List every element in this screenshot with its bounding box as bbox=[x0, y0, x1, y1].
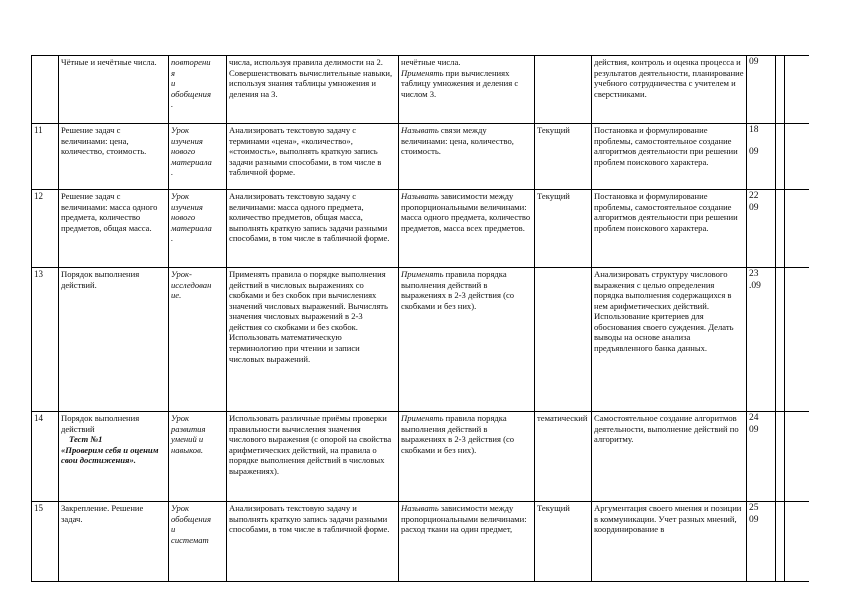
empty-cell bbox=[776, 502, 785, 582]
date-line: 09 bbox=[749, 146, 759, 157]
empty-cell bbox=[776, 268, 785, 412]
date-line: .09 bbox=[749, 280, 761, 291]
date-line: 23 bbox=[749, 269, 759, 279]
date-line: 09 bbox=[749, 57, 759, 67]
empty-cell bbox=[785, 124, 810, 190]
test-title: Тест №1 bbox=[69, 434, 103, 445]
date-line: 09 bbox=[749, 424, 759, 435]
lesson-date bbox=[747, 412, 776, 502]
subject-results-verb: Применять bbox=[401, 413, 444, 423]
lesson-date bbox=[747, 56, 776, 124]
lesson-number bbox=[32, 56, 59, 124]
subject-results-verb: Применять bbox=[401, 67, 444, 78]
lesson-type bbox=[169, 124, 227, 190]
lesson-type-line: Урок bbox=[171, 191, 190, 201]
table-row bbox=[32, 190, 810, 268]
lesson-number: 12 bbox=[32, 190, 59, 268]
empty-cell bbox=[785, 190, 810, 268]
lesson-topic: Закрепление. Решение задач. bbox=[59, 502, 169, 582]
empty-cell bbox=[785, 412, 810, 502]
lesson-type-line: . bbox=[171, 167, 174, 178]
subject-results bbox=[399, 124, 535, 190]
test-subtitle: «Проверим себя и оценим свои достижения». bbox=[61, 444, 159, 466]
lesson-type-line: повторени bbox=[171, 57, 211, 67]
subject-results bbox=[399, 268, 535, 412]
empty-cell bbox=[776, 412, 785, 502]
subject-results-text: при вычислениях таблицу умножения и деления с числом 3. bbox=[401, 67, 519, 99]
lesson-type-line: Урок bbox=[171, 125, 190, 135]
lesson-type-line: системат bbox=[171, 534, 209, 545]
student-activities: Анализировать текстовую задачу и выполнять краткую запись задачи разными способами, в том числе в табличной форме. bbox=[227, 502, 399, 582]
date-line: 09 bbox=[749, 514, 759, 525]
subject-results-text: нечётные числа. bbox=[401, 57, 461, 67]
date-line: 18 bbox=[749, 125, 759, 135]
empty-cell bbox=[785, 268, 810, 412]
empty-cell bbox=[776, 56, 785, 124]
lesson-topic-text: Порядок выполнения действий bbox=[61, 413, 140, 434]
student-activities: Использовать различные приёмы проверки правильности вычисления значения числового выражения (с опорой на свойства арифметических действий, на правила о порядке выполнения действий в числовых выражениях). bbox=[227, 412, 399, 502]
lesson-topic: Порядок выполнения действий. bbox=[59, 268, 169, 412]
lesson-topic: Решение задач с величинами: цена, количество, стоимость. bbox=[59, 124, 169, 190]
subject-results-verb: Называть bbox=[401, 125, 439, 135]
subject-results-text: зависимости между пропорциональными величинами: масса одного предмета, количество предметов, масса всех предметов. bbox=[401, 191, 531, 233]
lesson-type bbox=[169, 502, 227, 582]
table-row bbox=[32, 412, 810, 502]
empty-cell bbox=[785, 502, 810, 582]
lesson-type-line: я bbox=[171, 67, 175, 78]
lesson-date bbox=[747, 502, 776, 582]
lesson-type-line: обобщения bbox=[171, 88, 211, 99]
lesson-type bbox=[169, 268, 227, 412]
lesson-type-line: и bbox=[171, 78, 176, 89]
student-activities: Анализировать текстовую задачу с величинами: масса одного предмета, количество предметов, общая масса, выполнять краткую запись задачи разными способами, в том числе в табличной форме. bbox=[227, 190, 399, 268]
lesson-type bbox=[169, 56, 227, 124]
subject-results bbox=[399, 502, 535, 582]
subject-results-text: связи между величинами: цена, количество, стоимость. bbox=[401, 125, 514, 157]
lesson-date bbox=[747, 124, 776, 190]
control-type: Текущий bbox=[535, 190, 592, 268]
table-row bbox=[32, 502, 810, 582]
student-activities: числа, используя правила делимости на 2. Совершенствовать вычислительные навыки, используя знания таблицы умножения и деления на 3. bbox=[227, 56, 399, 124]
empty-cell bbox=[785, 56, 810, 124]
lesson-type-line: . bbox=[171, 99, 174, 110]
subject-results bbox=[399, 56, 535, 124]
lesson-type bbox=[169, 190, 227, 268]
meta-results: Постановка и формулирование проблемы, самостоятельное создание алгоритмов деятельности при решении проблем поискового характера. bbox=[592, 124, 747, 190]
lesson-type-line: материала bbox=[171, 222, 212, 233]
lesson-type-line: Урок- bbox=[171, 269, 192, 279]
table-row bbox=[32, 268, 810, 412]
lesson-type-line: обобщения bbox=[171, 513, 211, 524]
date-line: 25 bbox=[749, 503, 759, 513]
lesson-type-line: изучения bbox=[171, 135, 203, 146]
lesson-number: 13 bbox=[32, 268, 59, 412]
lesson-type-line: навыков. bbox=[171, 444, 203, 455]
lesson-type-line: Урок bbox=[171, 503, 190, 513]
table-row bbox=[32, 124, 810, 190]
lesson-topic bbox=[59, 412, 169, 502]
control-type: тематический bbox=[535, 412, 592, 502]
lesson-type-line: Урок bbox=[171, 413, 190, 423]
meta-results: Самостоятельное создание алгоритмов деятельности, выполнение действий по алгоритму. bbox=[592, 412, 747, 502]
lesson-type-line: исследован bbox=[171, 279, 212, 290]
lesson-type-line: . bbox=[171, 233, 174, 244]
date-line: 09 bbox=[749, 202, 759, 213]
lesson-type-line: нового bbox=[171, 212, 196, 223]
subject-results-text: зависимости между пропорциональными величинами: расход ткани на один предмет, bbox=[401, 503, 527, 535]
control-type: Текущий bbox=[535, 502, 592, 582]
lesson-plan-table bbox=[31, 55, 809, 582]
lesson-type-line: умений и bbox=[171, 434, 204, 445]
empty-cell bbox=[776, 124, 785, 190]
lesson-type-line: материала bbox=[171, 156, 212, 167]
lesson-number: 14 bbox=[32, 412, 59, 502]
subject-results-verb: Применять bbox=[401, 269, 444, 279]
lesson-type-line: и bbox=[171, 524, 176, 535]
document-page bbox=[31, 55, 809, 595]
lesson-date bbox=[747, 190, 776, 268]
control-type bbox=[535, 56, 592, 124]
lesson-type-line: нового bbox=[171, 146, 196, 157]
subject-results-text: правила порядка выполнения действий в выражениях в 2-3 действия (со скобками и без них). bbox=[401, 269, 515, 311]
subject-results bbox=[399, 190, 535, 268]
lesson-number: 11 bbox=[32, 124, 59, 190]
lesson-type-line: ие. bbox=[171, 290, 182, 301]
meta-results: Аргументация своего мнения и позиции в коммуникации. Учет разных мнений, координирование в bbox=[592, 502, 747, 582]
lesson-topic: Чётные и нечётные числа. bbox=[59, 56, 169, 124]
meta-results: действия, контроль и оценка процесса и результатов деятельности, планирование учебного сотрудничества с учителем и сверстниками. bbox=[592, 56, 747, 124]
date-line bbox=[749, 137, 773, 147]
lesson-number: 15 bbox=[32, 502, 59, 582]
lesson-type bbox=[169, 412, 227, 502]
date-line: 24 bbox=[749, 413, 759, 423]
student-activities: Анализировать текстовую задачу с терминами «цена», «количество», «стоимость», выполнять краткую запись задачи разными способами, в том числе в табличной форме. bbox=[227, 124, 399, 190]
lesson-topic: Решение задач с величинами: масса одного предмета, количество предметов, общая масса. bbox=[59, 190, 169, 268]
meta-results: Анализировать структуру числового выражения с целью определения порядка выполнения содержащихся в нем арифметических действий. Использование критериев для обоснования своего суждения. Делать выводы на основе анализа предъявленного банка данных. bbox=[592, 268, 747, 412]
lesson-type-line: развития bbox=[171, 423, 206, 434]
student-activities: Применять правила о порядке выполнения действий в числовых выражениях со скобками и без скобок при вычислениях значений числовых выражений. Вычислять значения числовых выражений в 2-3 действия со скобками и без скобок. Использовать математическую терминологию при чтении и записи числовых выражений. bbox=[227, 268, 399, 412]
lesson-date bbox=[747, 268, 776, 412]
empty-cell bbox=[776, 190, 785, 268]
subject-results-text: правила порядка выполнения действий в выражениях в 2-3 действия (со скобками и без них). bbox=[401, 413, 515, 455]
control-type bbox=[535, 268, 592, 412]
date-line: 22 bbox=[749, 191, 759, 201]
table-row bbox=[32, 56, 810, 124]
subject-results-verb: Называть bbox=[401, 191, 439, 201]
meta-results: Постановка и формулирование проблемы, самостоятельное создание алгоритмов деятельности при решении проблем поискового характера. bbox=[592, 190, 747, 268]
subject-results bbox=[399, 412, 535, 502]
subject-results-verb: Называть bbox=[401, 503, 439, 513]
lesson-type-line: изучения bbox=[171, 201, 203, 212]
control-type: Текущий bbox=[535, 124, 592, 190]
